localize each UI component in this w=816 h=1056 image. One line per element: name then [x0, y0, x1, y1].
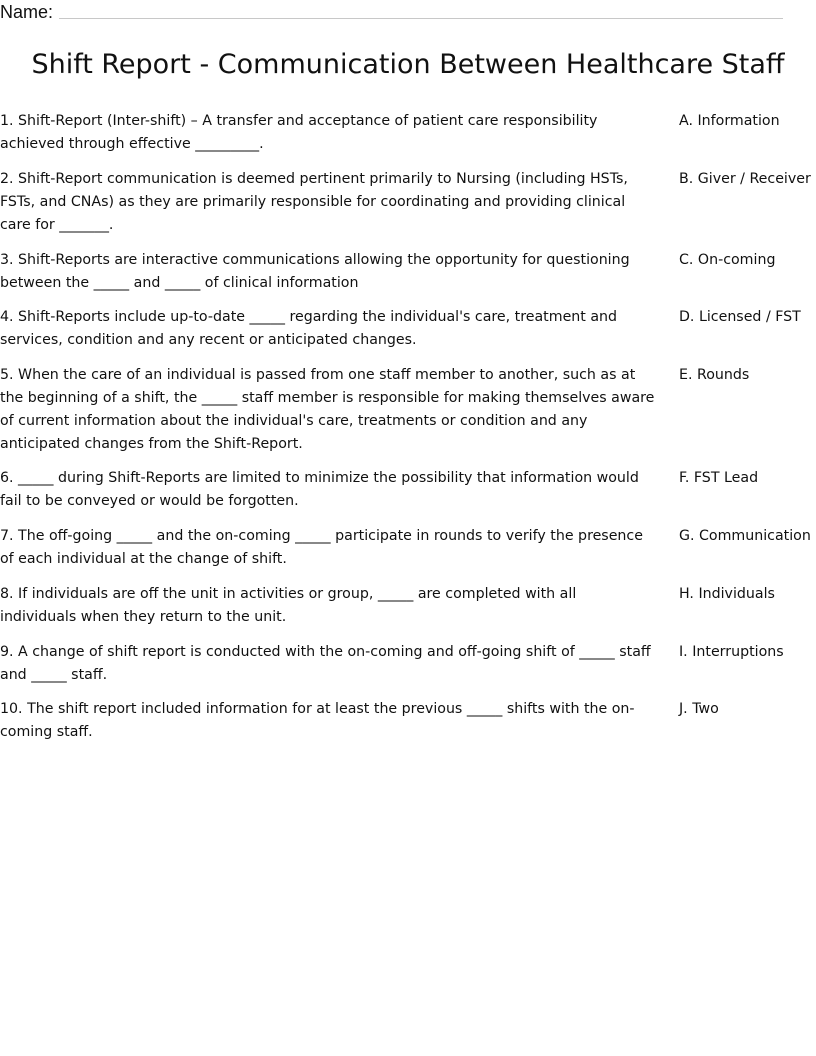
name-row [0, 0, 790, 22]
question-1: 1. Shift-Report (Inter-shift) – A transfer and acceptance of patient care responsibility achieved through effective _________. [0, 113, 598, 152]
answer-h: H. Individuals [679, 586, 775, 602]
name-blank-line[interactable] [59, 18, 783, 19]
answer-c: C. On-coming [679, 252, 776, 268]
question-10: 10. The shift report included information for at least the previous _____ shifts with the on-coming staff. [0, 701, 635, 740]
answer-e: E. Rounds [679, 367, 750, 383]
question-9: 9. A change of shift report is conducted with the on-coming and off-going shift of _____ staff and _____ staff. [0, 644, 651, 683]
question-8: 8. If individuals are off the unit in activities or group, _____ are completed with all individuals when they return to the unit. [0, 586, 577, 625]
answer-d: D. Licensed / FST [679, 309, 801, 325]
question-7: 7. The off-going _____ and the on-coming _____ participate in rounds to verify the presence of each individual at the change of shift. [0, 528, 643, 567]
name-label: Name: [0, 2, 54, 22]
answer-g: G. Communication [679, 528, 811, 544]
question-3: 3. Shift-Reports are interactive communications allowing the opportunity for questioning between the _____ and _____ of clinical information [0, 252, 630, 291]
answer-f: F. FST Lead [679, 470, 759, 486]
answer-j: J. Two [679, 701, 719, 717]
question-5: 5. When the care of an individual is passed from one staff member to another, such as at the beginning of a shift, the _____ staff member is responsible for making themselves aware of current information about the individual's care, treatments or condition and any anticipated changes from the Shift-Report. [0, 367, 655, 452]
page-title: Shift Report - Communication Between Healthcare Staff [31, 49, 785, 80]
answer-i: I. Interruptions [679, 644, 784, 660]
question-2: 2. Shift-Report communication is deemed pertinent primarily to Nursing (including HSTs, FSTs, and CNAs) as they are primarily responsible for coordinating and providing clinical care for _______. [0, 171, 628, 233]
answer-a: A. Information [679, 113, 780, 129]
question-4: 4. Shift-Reports include up-to-date _____ regarding the individual's care, treatment and services, condition and any recent or anticipated changes. [0, 309, 618, 348]
answer-b: B. Giver / Receiver [679, 171, 811, 187]
question-6: 6. _____ during Shift-Reports are limited to minimize the possibility that information would fail to be conveyed or would be forgotten. [0, 470, 639, 509]
